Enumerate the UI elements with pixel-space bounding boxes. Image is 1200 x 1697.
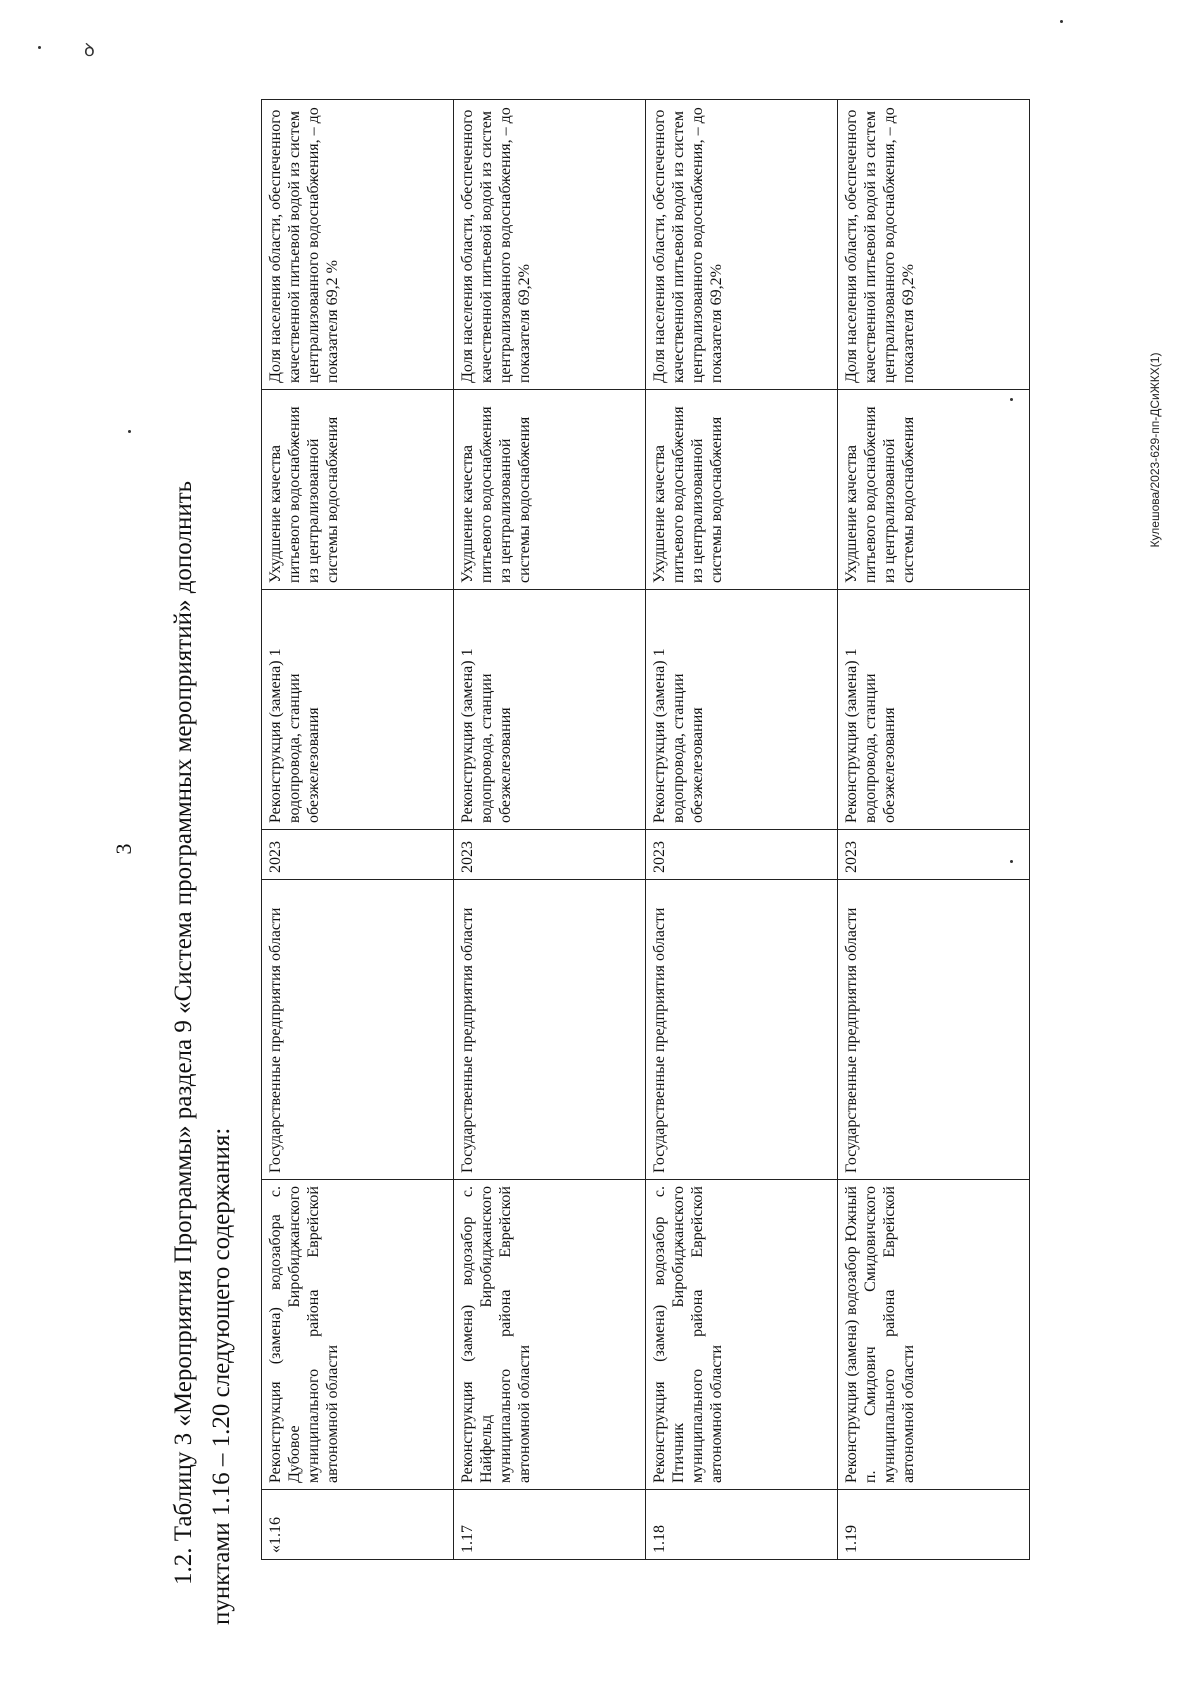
risk-cell: Ухудшение качества питьевого водоснабжения из централизованной системы водоснабжения (454, 390, 646, 590)
row-number: «1.16 (262, 1490, 454, 1560)
object-cell: Реконструкция (замена) водозабор Южный п. Смидович Смидовичского муниципального района Еврейской автономной области (838, 1180, 1030, 1490)
measures-table (261, 99, 1030, 1560)
rotated-page-content (165, 100, 1100, 1625)
scan-speck (38, 46, 41, 49)
measure-cell: Реконструкция (замена) 1 водопровода, станции обезжелезования (262, 590, 454, 830)
year-cell: 2023 (646, 830, 838, 880)
executor-cell: Государственные предприятия области (838, 880, 1030, 1180)
year-cell: 2023 (262, 830, 454, 880)
table-row (454, 100, 646, 1560)
year-cell: 2023 (454, 830, 646, 880)
intro-line-1: 1.2. Таблицу 3 «Мероприятия Программы» раздела 9 «Система программных мероприятий» дополнить (170, 480, 197, 1585)
table-row (262, 100, 454, 1560)
risk-cell: Ухудшение качества питьевого водоснабжения из централизованной системы водоснабжения (262, 390, 454, 590)
risk-cell: Ухудшение качества питьевого водоснабжения из централизованной системы водоснабжения (646, 390, 838, 590)
indicator-cell: Доля населения области, обеспеченного качественной питьевой водой из систем централизованного водоснабжения, – до показателя 69,2 % (262, 100, 454, 390)
row-number: 1.18 (646, 1490, 838, 1560)
table-row (646, 100, 838, 1560)
scan-speck (128, 430, 131, 433)
measure-cell: Реконструкция (замена) 1 водопровода, станции обезжелезования (646, 590, 838, 830)
executor-cell: Государственные предприятия области (646, 880, 838, 1180)
intro-paragraph (165, 100, 261, 1625)
risk-cell: Ухудшение качества питьевого водоснабжения из централизованной системы водоснабжения (838, 390, 1030, 590)
row-number: 1.17 (454, 1490, 646, 1560)
handwritten-mark: ꝺ (84, 40, 95, 60)
indicator-cell: Доля населения области, обеспеченного качественной питьевой водой из систем централизованного водоснабжения, – до показателя 69,2% (454, 100, 646, 390)
scan-speck (1060, 20, 1063, 23)
row-number: 1.19 (838, 1490, 1030, 1560)
object-cell: Реконструкция (замена) водозабора с. Дубовое Биробиджанского муниципального района Еврейской автономной области (262, 1180, 454, 1490)
executor-cell: Государственные предприятия области (262, 880, 454, 1180)
object-cell: Реконструкция (замена) водозабор с. Найфельд Биробиджанского муниципального района Еврейской автономной области (454, 1180, 646, 1490)
page-number: 3 (111, 843, 136, 855)
indicator-cell: Доля населения области, обеспеченного качественной питьевой водой из систем централизованного водоснабжения, – до показателя 69,2% (838, 100, 1030, 390)
measure-cell: Реконструкция (замена) 1 водопровода, станции обезжелезования (454, 590, 646, 830)
measure-cell: Реконструкция (замена) 1 водопровода, станции обезжелезования (838, 590, 1030, 830)
intro-line-2: пунктами 1.16 – 1.20 следующего содержания: (208, 1127, 235, 1625)
executor-cell: Государственные предприятия области (454, 880, 646, 1180)
year-cell: 2023 (838, 830, 1030, 880)
object-cell: Реконструкция (замена) водозабор с. Птичник Биробиджанского муниципального района Еврейской автономной области (646, 1180, 838, 1490)
table-row (838, 100, 1030, 1560)
document-code: Кулешова/2023-629-пп-ДСиЖКХ(1) (1148, 352, 1162, 548)
indicator-cell: Доля населения области, обеспеченного качественной питьевой водой из систем централизованного водоснабжения, – до показателя 69,2% (646, 100, 838, 390)
